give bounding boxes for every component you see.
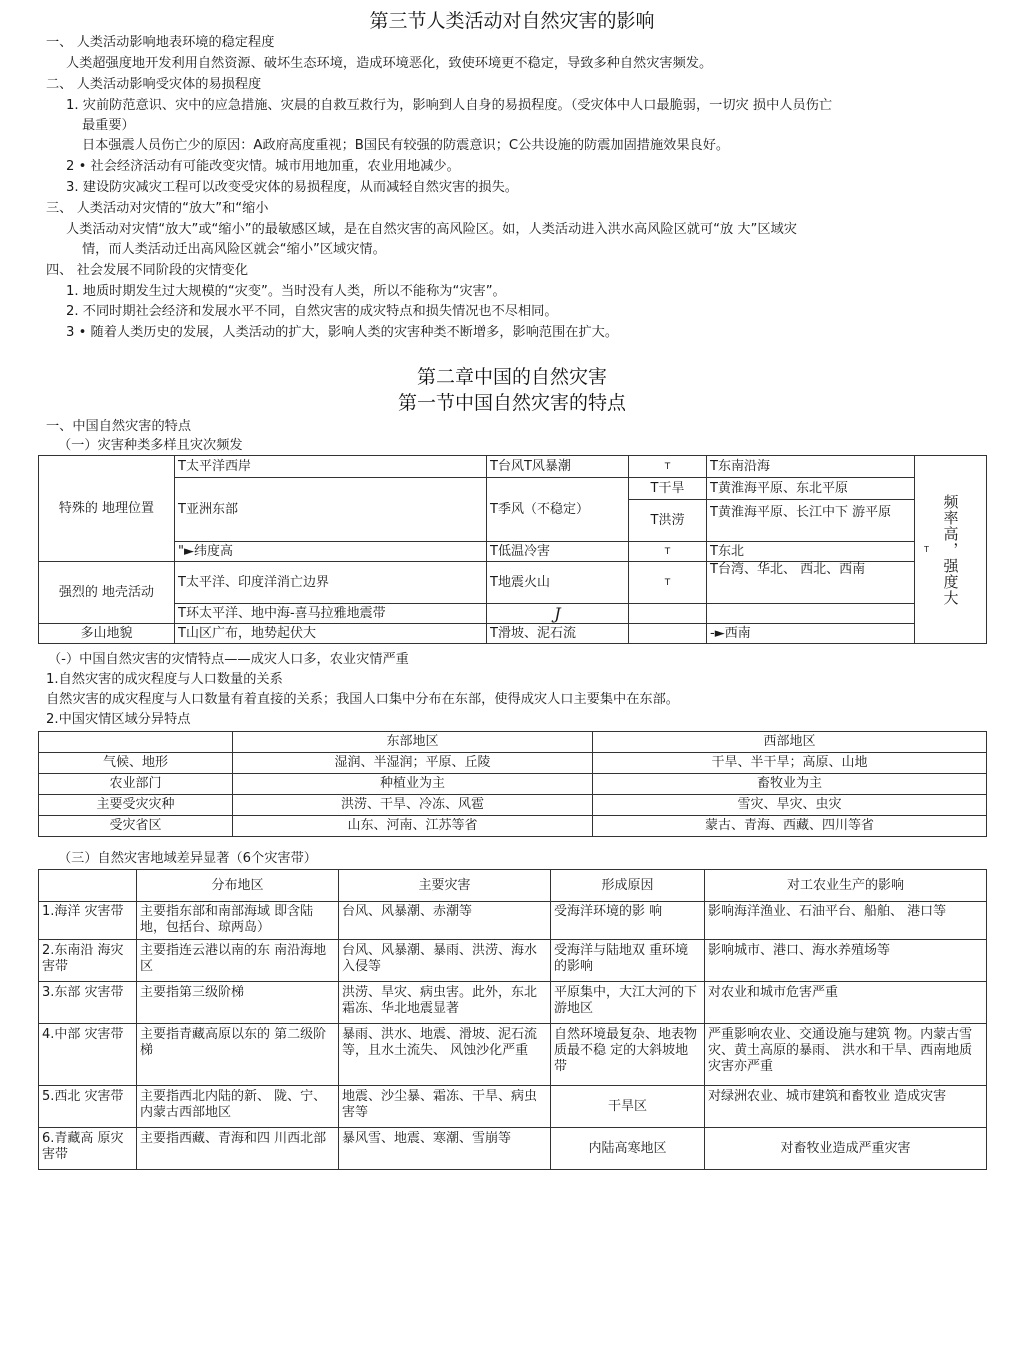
table-cell: T	[629, 456, 707, 478]
table-cell	[707, 604, 915, 624]
table-cell	[137, 1086, 339, 1128]
table-cell: 农业部门	[39, 774, 233, 795]
paragraph: 人类活动对灾情“放大”或“缩小”的最敏感区域，是在自然灾害的高风险区。如，人类活动进入洪水高风险区就可“放 大”区域灾	[66, 222, 797, 237]
table-cell: 受灾省区	[39, 816, 233, 837]
table-cell	[339, 940, 551, 982]
table-cell	[137, 1024, 339, 1086]
table-cell: T台风T风暴潮	[487, 456, 629, 478]
table-cell: T东南沿海	[707, 456, 915, 478]
cell-text: 台风、风暴潮、赤潮等	[342, 903, 473, 919]
subheading: （一）灾害种类多样且灾次频发	[58, 438, 243, 453]
table-cell	[551, 982, 705, 1024]
paragraph: 1. 灾前防范意识、灾中的应急措施、灾晨的自救互救行为，影响到人自身的易损程度。（受灾体中人口最脆弱，一切灾 损中人员伤亡	[66, 98, 833, 113]
table-cell: 内陆高寒地区	[551, 1128, 705, 1170]
subheading: （三）自然灾害地域差异显著（6个灾害带）	[58, 851, 317, 866]
table-cell: T太平洋西岸	[175, 456, 487, 478]
table-cell	[705, 982, 987, 1024]
table-cell	[39, 982, 137, 1024]
table-cell	[137, 940, 339, 982]
table-cell: J	[487, 604, 629, 624]
table-cell: T黄淮海平原、东北平原	[707, 478, 915, 500]
table-cell: T地震火山	[487, 562, 629, 604]
cell-text: 自然环境最复杂、地表物质最不稳 定的大斜坡地带	[554, 1026, 698, 1074]
table-cell	[551, 940, 705, 982]
table-cell: T滑坡、泥石流	[487, 624, 629, 644]
cell-text: 主要指西北内陆的新、 陇、宁、内蒙古西部地区	[140, 1088, 327, 1120]
table-cell	[137, 982, 339, 1024]
heading-1: 一、 人类活动影响地表环境的稳定程度	[46, 35, 275, 50]
cell-text: 2.东南沿 海灾害带	[42, 942, 124, 974]
cell-text: 主要指东部和南部海域 即含陆地，包括台、琼两岛）	[140, 903, 314, 935]
cell-text: 对绿洲农业、城市建筑和畜牧业 造成灾害	[708, 1088, 947, 1104]
cell-text: 台风、风暴潮、暴雨、洪涝、海水入侵等	[342, 942, 538, 974]
table-cell: 种植业为主	[233, 774, 593, 795]
cell-text: 影响海洋渔业、石油平台、船舶、 港口等	[708, 903, 947, 919]
cell-text: 6.青藏高 原灾害带	[42, 1130, 124, 1162]
table-cell	[705, 902, 987, 940]
table-cell	[339, 1128, 551, 1170]
table-cell: 干旱、半干旱；高原、山地	[593, 753, 987, 774]
paragraph: 1. 地质时期发生过大规模的“灾变”。当时没有人类，所以不能称为“灾害”。	[66, 284, 506, 299]
table-cell	[339, 1024, 551, 1086]
cell-text: 平原集中，大江大河的下游地区	[554, 984, 698, 1016]
table-cell: T	[629, 562, 707, 604]
table-header: 形成原因	[551, 870, 705, 902]
cell-text: 地震、沙尘暴、霜冻、干旱、病虫害等	[342, 1088, 538, 1120]
frequency-side-cell	[915, 456, 987, 644]
frequency-label: 频率高，强度大	[941, 493, 960, 606]
table-cell: T东北	[707, 542, 915, 562]
cell-text: 暴雨、洪水、地震、滑坡、泥石流等，且水土流失、 风蚀沙化严重	[342, 1026, 538, 1058]
cell-text: 对农业和城市危害严重	[708, 984, 839, 1000]
table-cell	[39, 940, 137, 982]
table-cell	[705, 1024, 987, 1086]
table-cell: T太平洋、印度洋消亡边界	[175, 562, 487, 604]
table-cell	[339, 902, 551, 940]
disaster-belts-table	[38, 869, 987, 1170]
cell-text: 主要指青藏高原以东的 第二级阶梯	[140, 1026, 327, 1058]
cell-text: 5.西北 灾害带	[42, 1088, 124, 1104]
table-header: 西部地区	[593, 732, 987, 753]
table-cell: T	[629, 542, 707, 562]
table-cell: 雪灾、旱灾、虫灾	[593, 795, 987, 816]
crust-activity-cell: 强烈的 地壳活动	[39, 562, 175, 624]
cell-text: T黄淮海平原、长江中下 游平原	[710, 504, 892, 520]
table-cell: T台湾、华北、 西北、西南	[707, 562, 915, 604]
table-cell: T低温冷害	[487, 542, 629, 562]
paragraph: 日本强震人员伤亡少的原因：A政府高度重视；B国民有较强的防震意识；C公共设施的防震加固措施效果良好。	[82, 138, 730, 153]
cell-text: 洪涝、旱灾、病虫害。此外，东北霜冻、华北地震显著	[342, 984, 538, 1016]
table-cell: T环太平洋、地中海-喜马拉雅地震带	[175, 604, 487, 624]
table-cell	[707, 500, 915, 542]
paragraph: 情，而人类活动迁出高风险区就会“缩小”区域灾情。	[82, 242, 386, 257]
table-header: 分布地区	[137, 870, 339, 902]
table-header: 对工农业生产的影响	[705, 870, 987, 902]
subheading: （-）中国自然灾害的灾情特点——成灾人口多，农业灾情严重	[48, 652, 409, 667]
table-cell	[39, 902, 137, 940]
table-cell	[551, 902, 705, 940]
table-cell	[339, 1086, 551, 1128]
paragraph: 最重要）	[82, 118, 135, 133]
table-cell: T亚洲东部	[175, 478, 487, 542]
table-cell: 干旱区	[551, 1086, 705, 1128]
table-cell: 气候、地形	[39, 753, 233, 774]
heading-1: 一、中国自然灾害的特点	[46, 419, 192, 434]
table-cell: 山东、河南、江苏等省	[233, 816, 593, 837]
table-cell: 主要受灾灾种	[39, 795, 233, 816]
paragraph: 人类超强度地开发利用自然资源、破坏生态环境，造成环境恶化，致使环境更不稳定，导致多种自然灾害频发。	[66, 56, 713, 71]
table-cell: T山区广布，地势起伏大	[175, 624, 487, 644]
table-cell: T洪涝	[629, 500, 707, 542]
table-cell	[39, 732, 233, 753]
disaster-types-table	[38, 455, 987, 644]
paragraph: 自然灾害的成灾程度与人口数量有着直接的关系；我国人口集中分布在东部，使得成灾人口主要集中在东部。	[46, 692, 679, 707]
section-title: 第一节中国自然灾害的特点	[397, 392, 626, 414]
cell-text: 3.东部 灾害带	[42, 984, 124, 1000]
subheading: 2.中国灾情区域分异特点	[46, 712, 191, 727]
table-header: 东部地区	[233, 732, 593, 753]
side-mark: T	[924, 544, 929, 554]
table-cell: -►西南	[707, 624, 915, 644]
paragraph: 3. 建设防灾减灾工程可以改变受灾体的易损程度，从而减轻自然灾害的损失。	[66, 180, 518, 195]
table-cell: 湿润、半湿润；平原、丘陵	[233, 753, 593, 774]
table-cell	[705, 940, 987, 982]
cell-text: 主要指西藏、青海和四 川西北部	[140, 1130, 327, 1146]
cell-text: 受海洋环境的影 响	[554, 903, 663, 919]
chapter-title: 第二章中国的自然灾害	[416, 366, 607, 388]
table-header: 主要灾害	[339, 870, 551, 902]
cell-text: 4.中部 灾害带	[42, 1026, 124, 1042]
table-cell	[339, 982, 551, 1024]
table-cell	[629, 604, 707, 624]
regional-disaster-table	[38, 731, 987, 837]
table-cell: T季风（不稳定）	[487, 478, 629, 542]
table-cell: "►纬度高	[175, 542, 487, 562]
cell-text: 1.海洋 灾害带	[42, 903, 124, 919]
table-cell: 畜牧业为主	[593, 774, 987, 795]
table-cell	[137, 902, 339, 940]
table-cell	[551, 1024, 705, 1086]
mountain-terrain-cell: 多山地貌	[39, 624, 175, 644]
table-cell	[705, 1086, 987, 1128]
geo-position-cell: 特殊的 地理位置	[39, 456, 175, 562]
section-title: 第三节人类活动对自然灾害的影响	[369, 10, 655, 32]
cell-text: 主要指第三级阶梯	[140, 984, 245, 1000]
heading-3: 三、 人类活动对灾情的“放大”和“缩小	[46, 201, 269, 216]
table-cell	[39, 1086, 137, 1128]
cell-text: 暴风雪、地震、寒潮、雪崩等	[342, 1130, 512, 1146]
cell-text: 受海洋与陆地双 重环境的影响	[554, 942, 689, 974]
paragraph: 3 • 随着人类历史的发展，人类活动的扩大，影响人类的灾害种类不断增多，影响范围在扩大。	[66, 325, 619, 340]
table-cell: T干旱	[629, 478, 707, 500]
table-cell: 蒙古、青海、西藏、四川等省	[593, 816, 987, 837]
table-cell: 对畜牧业造成严重灾害	[705, 1128, 987, 1170]
subheading: 1.自然灾害的成灾程度与人口数量的关系	[46, 672, 283, 687]
table-cell	[39, 870, 137, 902]
cell-text: 主要指连云港以南的东 南沿海地区	[140, 942, 327, 974]
table-cell: 洪涝、干旱、冷冻、风雹	[233, 795, 593, 816]
cell-text: 影响城市、港口、海水养殖场等	[708, 942, 891, 958]
table-cell	[39, 1128, 137, 1170]
table-cell	[629, 624, 707, 644]
table-cell	[137, 1128, 339, 1170]
paragraph: 2. 不同时期社会经济和发展水平不同，自然灾害的成灾特点和损失情况也不尽相同。	[66, 304, 558, 319]
heading-2: 二、 人类活动影响受灾体的易损程度	[46, 77, 262, 92]
cell-text: 严重影响农业、交通设施与建筑 物。内蒙古雪灾、黄土高原的暴雨、 洪水和干旱、西南地质灾害亦严重	[708, 1026, 973, 1074]
paragraph: 2 • 社会经济活动有可能改变灾情。城市用地加重，农业用地减少。	[66, 159, 460, 174]
heading-4: 四、 社会发展不同阶段的灾情变化	[46, 263, 249, 278]
table-cell	[39, 1024, 137, 1086]
